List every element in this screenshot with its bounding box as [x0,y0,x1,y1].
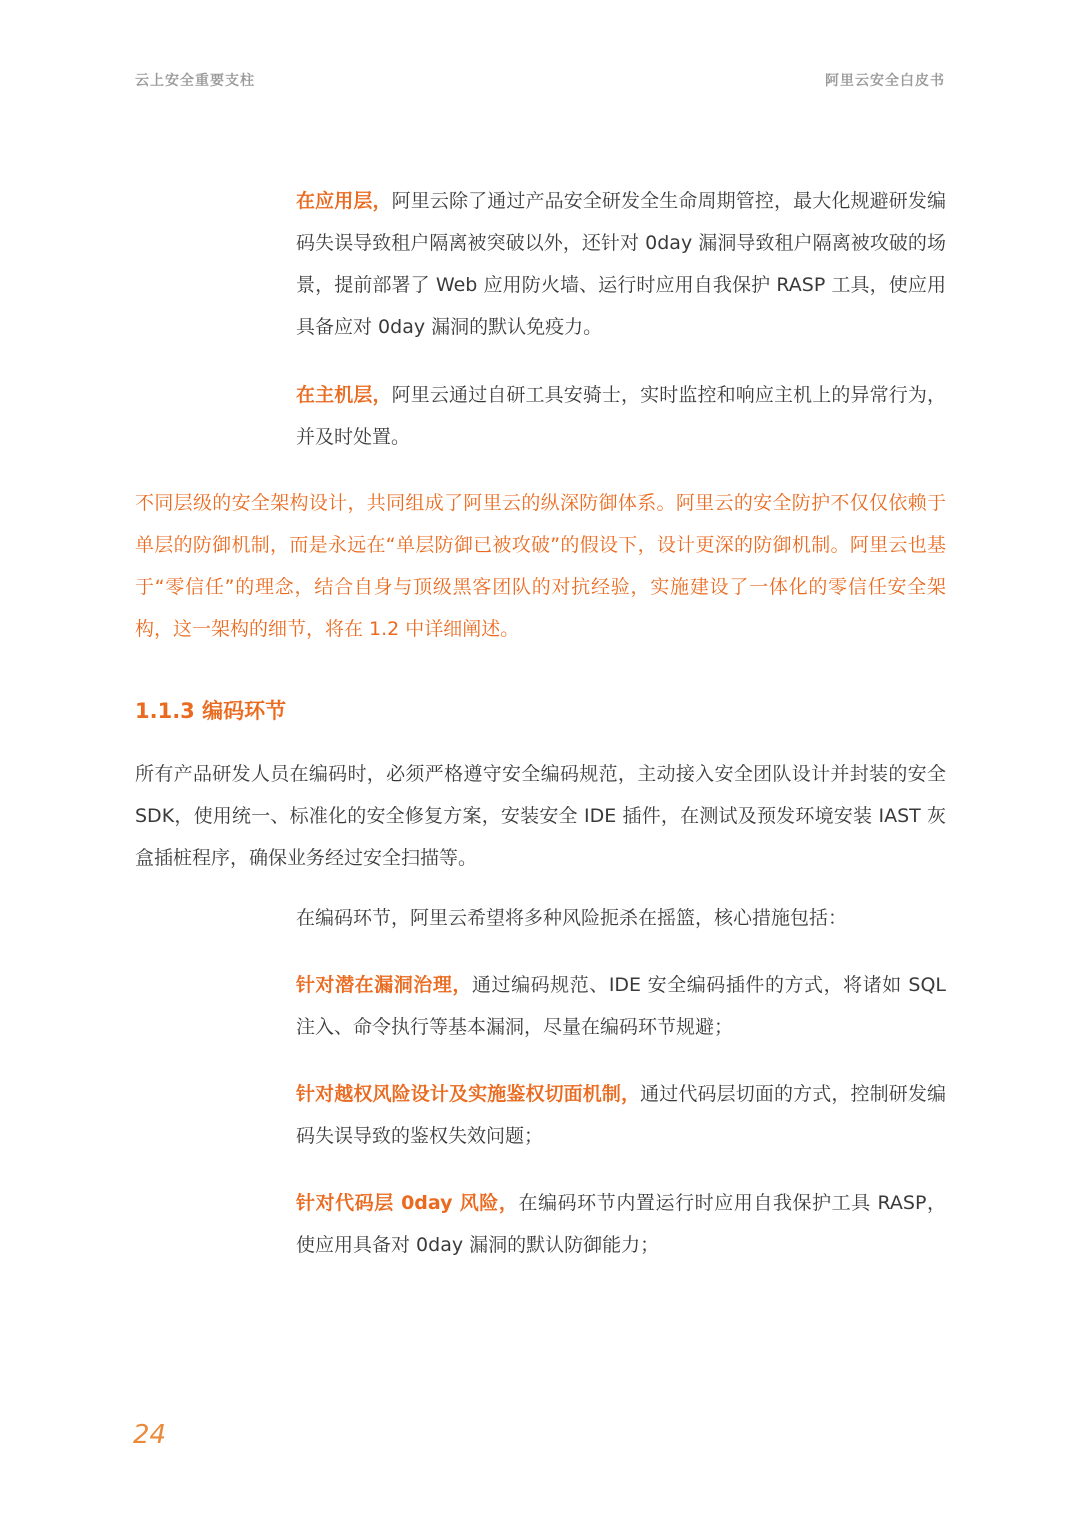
measure-item-text: 通过编码规范、IDE 安全编码插件的方式，将诸如 SQL 注入、命令执行等基本漏洞，尽量在编码环节规避； [296,974,946,1038]
running-header-book-title: 阿里云安全白皮书 [825,73,945,89]
paragraph-host-layer-lead: 在主机层， [296,384,392,406]
measure-item-lead: 针对越权风险设计及实施鉴权切面机制， [296,1083,641,1105]
paragraph-coding-intro: 所有产品研发人员在编码时，必须严格遵守安全编码规范，主动接入安全团队设计并封装的安全 SDK，使用统一、标准化的安全修复方案，安装安全 IDE 插件，在测试及预发环境安装 IAST 灰盒插桩程序，确保业务经过安全扫描等。 [135,763,946,869]
paragraph-app-layer-lead: 在应用层， [296,190,392,212]
running-header-chapter: 云上安全重要支柱 [135,73,255,89]
paragraph-host-layer-text: 阿里云通过自研工具安骑士，实时监控和响应主机上的异常行为，并及时处置。 [296,384,946,448]
section-heading: 1.1.3 编码环节 [135,699,287,723]
paragraph-measures-intro: 在编码环节，阿里云希望将多种风险扼杀在摇篮，核心措施包括： [296,907,848,929]
measure-item-0day-risk [296,1182,946,1266]
page-number: 24 [133,1420,167,1450]
measure-item-lead: 针对潜在漏洞治理， [296,974,472,996]
measure-item-authz-aspect [296,1073,946,1157]
measure-item-vuln-governance [296,964,946,1048]
measure-item-lead: 针对代码层 0day 风险， [296,1192,519,1214]
paragraph-app-layer [296,180,946,348]
measure-item-text: 通过代码层切面的方式，控制研发编码失误导致的鉴权失效问题； [296,1083,946,1147]
paragraph-host-layer [296,374,946,458]
paragraph-defense-summary: 不同层级的安全架构设计，共同组成了阿里云的纵深防御体系。阿里云的安全防护不仅仅依赖于单层的防御机制，而是永远在“单层防御已被攻破”的假设下，设计更深的防御机制。阿里云也基于“零信任”的理念，结合自身与顶级黑客团队的对抗经验，实施建设了一体化的零信任安全架构，这一架构的细节，将在 1.2 中详细阐述。 [135,492,946,640]
paragraph-app-layer-text: 阿里云除了通过产品安全研发全生命周期管控，最大化规避研发编码失误导致租户隔离被突破以外，还针对 0day 漏洞导致租户隔离被攻破的场景，提前部署了 Web 应用防火墙、运行时应用自我保护 RASP 工具，使应用具备应对 0day 漏洞的默认免疫力。 [296,190,946,338]
measure-item-text: 在编码环节内置运行时应用自我保护工具 RASP，使应用具备对 0day 漏洞的默认防御能力； [296,1192,946,1256]
